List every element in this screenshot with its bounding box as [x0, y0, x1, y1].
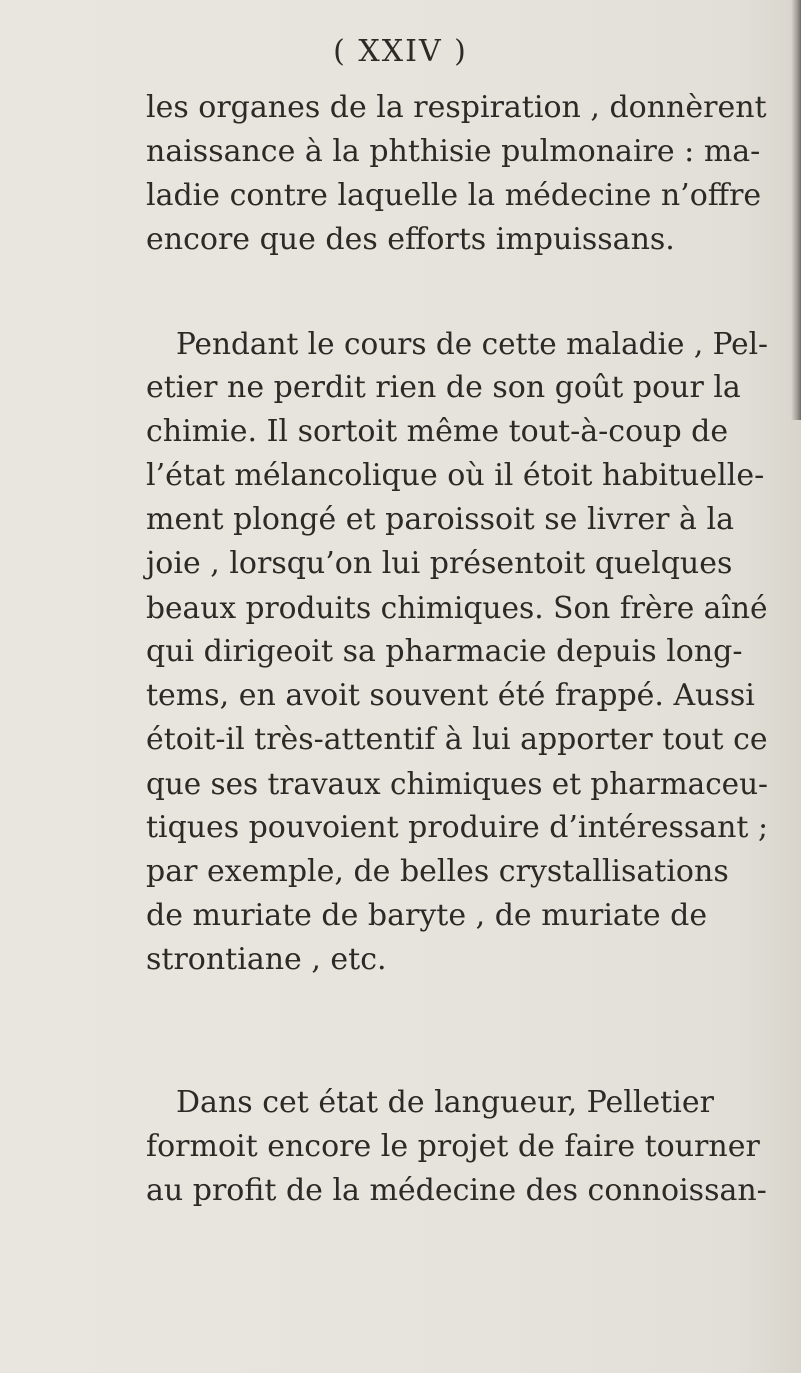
text-line: etier ne perdit rien de son goût pour la [146, 370, 741, 405]
paragraph-1 [146, 86, 768, 262]
paragraph-2 [146, 322, 768, 982]
text-line: strontiane , etc. [146, 942, 387, 977]
text-line: qui dirigeoit sa pharmacie depuis long- [146, 634, 743, 669]
text-line: que ses travaux chimiques et pharmaceu- [146, 767, 768, 801]
text-line: tems, en avoit souvent été frappé. Aussi [146, 678, 755, 713]
text-line: encore que des efforts impuissans. [146, 222, 675, 257]
text-line: par exemple, de belles crystallisations [146, 854, 729, 889]
text-line: chimie. Il sortoit même tout-à-coup de [146, 414, 729, 449]
text-line: formoit encore le projet de faire tourner [146, 1129, 760, 1164]
text-line: de muriate de baryte , de muriate de [146, 898, 708, 933]
text-line: Pendant le cours de cette maladie , Pel- [176, 327, 768, 361]
text-line: ment plongé et paroissoit se livrer à la [146, 502, 734, 537]
text-line: beaux produits chimiques. Son frère aîné [146, 590, 768, 625]
text-line: ladie contre laquelle la médecine n’offre [146, 178, 762, 213]
text-line: naissance à la phthisie pulmonaire : ma- [146, 134, 761, 169]
text-line: les organes de la respiration , donnèrent [146, 90, 767, 125]
text-line: l’état mélancolique où il étoit habituelle- [146, 458, 765, 493]
text-line: Dans cet état de langueur, Pelletier [176, 1085, 714, 1120]
page-number: ( XXIV ) [333, 34, 468, 69]
text-line: joie , lorsqu’on lui présentoit quelques [146, 546, 733, 581]
text-line: tiques pouvoient produire d’intéressant ; [146, 810, 769, 845]
text-line: étoit-il très-attentif à lui apporter tout ce [146, 722, 768, 757]
text-line: au profit de la médecine des connoissan- [146, 1173, 767, 1208]
paragraph-3 [146, 1081, 768, 1213]
